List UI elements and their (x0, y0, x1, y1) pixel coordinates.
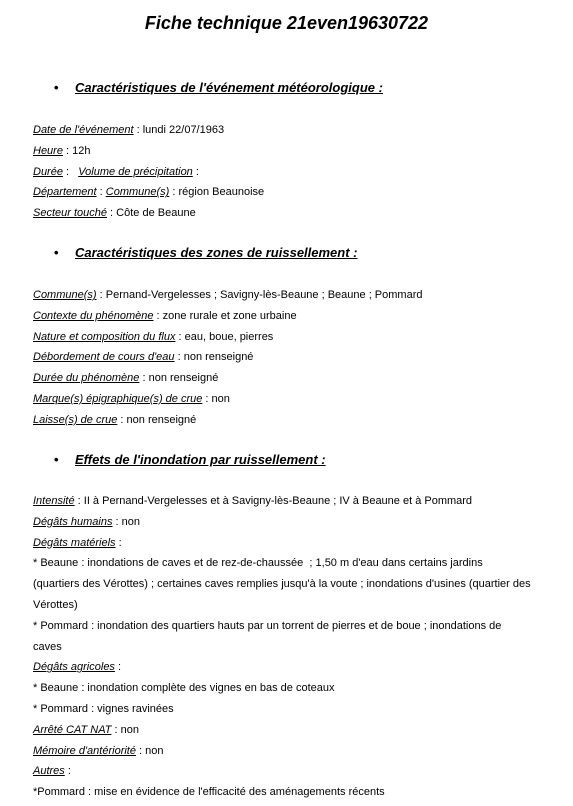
field-value: *Pommard : mise en évidence de l'efficacité des aménagements récents (33, 786, 385, 799)
field-duree-du-phenomene (33, 368, 553, 389)
field-degats-materiels (33, 533, 553, 554)
field-value: Côte de Beaune (116, 207, 196, 220)
field-label: Durée du phénomène (33, 372, 140, 385)
field-value: non (211, 392, 230, 405)
field-heure (33, 141, 553, 162)
field-label: Mémoire d'antériorité (33, 744, 136, 757)
field-separator: : (64, 765, 71, 778)
field-degats-humains (33, 512, 553, 533)
field-value: eau, boue, pierres (184, 330, 274, 343)
field-label: Commune(s) (105, 186, 170, 199)
bullet-icon: • (54, 452, 59, 467)
field-separator: : (139, 372, 149, 385)
field-commune-s (33, 285, 553, 306)
field-separator: : (117, 413, 127, 426)
field-value: non (145, 744, 164, 757)
section-heading-zones: • Caractéristiques des zones de ruissellement : (54, 245, 358, 260)
field-arrete-cat-nat (33, 720, 553, 741)
field-separator: : (96, 186, 106, 199)
bullet-icon: • (54, 245, 59, 260)
field-separator: : (112, 515, 122, 528)
field-label: Laisse(s) de crue (33, 413, 118, 426)
field-duree (33, 162, 553, 183)
field-value: * Beaune : inondation complète des vignes en bas de coteaux (33, 682, 335, 695)
field-value: non renseigné (126, 413, 197, 426)
field-separator: : (115, 536, 122, 549)
detail-line (33, 595, 553, 616)
field-degats-agricoles (33, 657, 553, 678)
field-value: non (121, 515, 141, 528)
field-separator: : (202, 392, 212, 405)
field-laisse-s-de-crue (33, 410, 553, 431)
field-value: lundi 22/07/1963 (142, 124, 225, 136)
detail-line (33, 574, 553, 595)
field-separator: : (133, 124, 143, 136)
field-separator: : (135, 744, 146, 757)
field-label: Arrêté CAT NAT (33, 723, 112, 736)
detail-line (33, 699, 553, 720)
field-separator: : (74, 495, 84, 507)
field-label: Dégâts agricoles (33, 661, 115, 674)
field-separator: : (114, 661, 122, 674)
field-label: Secteur touché (33, 207, 107, 220)
bullet-icon: • (54, 80, 59, 95)
detail-line (33, 637, 553, 658)
field-value: caves (33, 640, 62, 653)
field-autres (33, 761, 553, 782)
field-separator: : (62, 165, 79, 178)
field-label: Dégâts humains (33, 515, 113, 528)
field-date-de-l-evenement (33, 120, 553, 141)
field-intensite (33, 491, 553, 512)
field-nature-et-composition-du-flux (33, 327, 553, 348)
field-value: II à Pernand-Vergelesses et à Savigny-lès-Beaune ; IV à Beaune et à Pommard (83, 495, 473, 507)
field-label: Date de l'événement (33, 124, 134, 136)
field-label: Autres (33, 765, 65, 778)
field-label: Nature et composition du flux (33, 330, 176, 343)
field-value: Vérottes) (33, 598, 78, 611)
field-contexte-du-phenomene (33, 306, 553, 327)
field-value: Pernand-Vergelesses ; Savigny-lès-Beaune ; Beaune ; Pommard (105, 289, 423, 301)
field-label: Commune(s) (33, 289, 97, 301)
field-label: Département (33, 186, 97, 199)
field-value: non (120, 723, 139, 736)
field-value: zone rurale et zone urbaine (162, 309, 297, 322)
detail-line (33, 616, 553, 637)
field-label: Heure (33, 144, 63, 157)
field-value: * Pommard : inondation des quartiers hauts par un torrent de pierres et de boue ; inondations de (33, 619, 502, 632)
field-label: Durée (33, 165, 63, 178)
field-label: Marque(s) épigraphique(s) de crue (33, 392, 203, 405)
field-label: Intensité (33, 495, 75, 507)
field-marque-s-epigraphique-s-de-crue (33, 389, 553, 410)
field-label: Dégâts matériels (33, 536, 116, 549)
field-value: * Pommard : vignes ravinées (33, 702, 174, 715)
field-separator: : (169, 186, 179, 199)
field-value: 12h (72, 144, 91, 157)
field-separator: : (153, 309, 163, 322)
section-zones-body (33, 285, 553, 431)
field-debordement-de-cours-d-eau (33, 347, 553, 368)
field-separator: : (62, 144, 73, 157)
field-separator: : (96, 289, 106, 301)
field-value: région Beaunoise (178, 186, 265, 199)
field-value: non renseigné (148, 372, 219, 385)
page-title: Fiche technique 21even19630722 (144, 13, 429, 33)
field-departement (33, 182, 553, 203)
detail-line (33, 678, 553, 699)
field-label: Débordement de cours d'eau (33, 351, 175, 364)
field-value: (quartiers des Vérottes) ; certaines caves remplies jusqu'à la voute ; inondations d'usines (quartier des (33, 578, 531, 591)
field-separator: : (192, 165, 199, 178)
section-heading-event: • Caractéristiques de l'événement météorologique : (54, 80, 383, 95)
field-separator: : (174, 351, 184, 364)
field-label: Volume de précipitation (78, 165, 193, 178)
field-secteur-touche (33, 203, 553, 224)
detail-line (33, 553, 553, 574)
field-value: * Beaune : inondations de caves et de rez-de-chaussée ; 1,50 m d'eau dans certains jardins (33, 557, 483, 570)
section-event-body (33, 120, 553, 224)
field-separator: : (107, 207, 117, 220)
field-separator: : (175, 330, 185, 343)
field-value: non renseigné (183, 351, 254, 364)
section-heading-effects: • Effets de l'inondation par ruissellement : (54, 452, 326, 467)
detail-line (33, 782, 553, 803)
field-memoire-d-anteriorite (33, 741, 553, 762)
field-label: Contexte du phénomène (33, 309, 154, 322)
field-separator: : (111, 723, 121, 736)
section-effects-body (33, 491, 553, 803)
